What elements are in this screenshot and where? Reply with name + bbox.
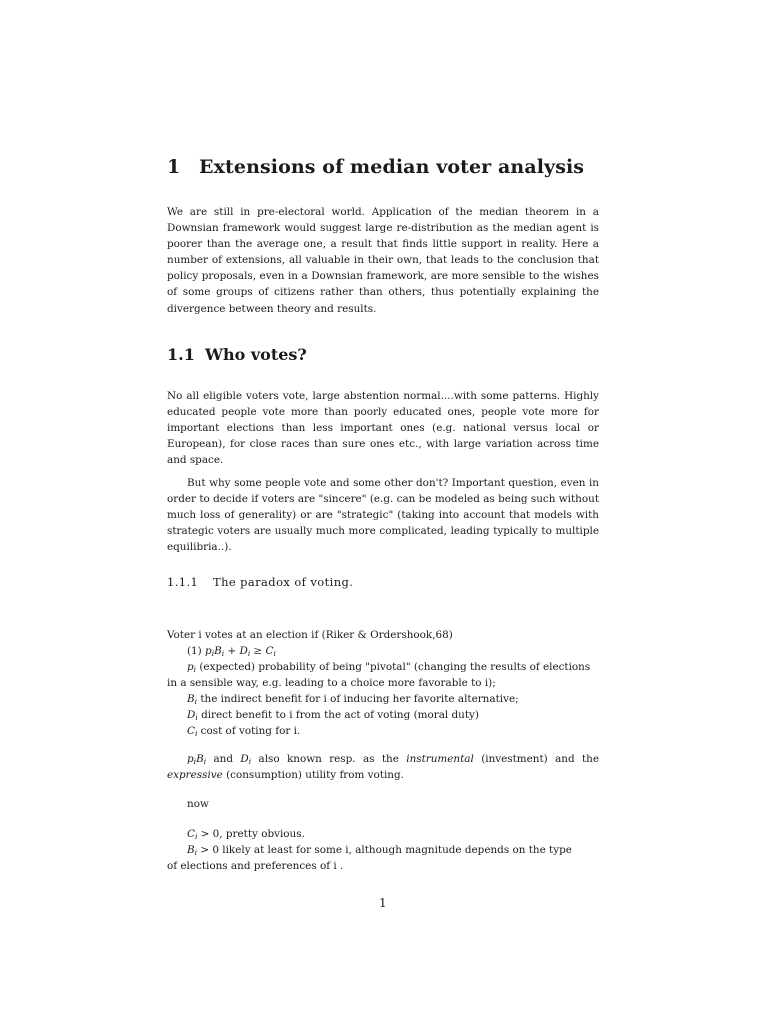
b-positive-text: > 0 likely at least for some i, although magnitude depends on the type [200, 844, 572, 856]
equation-formula: $p_iB_i + D_i \ge C_i$ [205, 645, 276, 658]
c-positive [187, 826, 305, 842]
subsubsection-heading [167, 575, 353, 589]
b-symbol: $B_i$ [187, 693, 198, 706]
utility-types-line-1 [187, 751, 599, 767]
b-definition-text: the indirect benefit for i of inducing her favorite alternative; [200, 693, 519, 705]
p-definition-continued: in a sensible way, e.g. leading to a choice more favorable to i); [167, 677, 496, 689]
d-symbol-2: $D_i$ [240, 753, 252, 766]
p-definition-text: (expected) probability of being "pivotal" (changing the results of elections [199, 661, 591, 673]
d-definition-text: direct benefit to i from the act of voting (moral duty) [201, 709, 479, 721]
intro-paragraph: We are still in pre-electoral world. Application of the median theorem in a Downsian framework would suggest large re-distribution as the median agent is poorer than the average one, a result that finds little support in reality. Here a number of extensions, all valuable in their own, that leads to the conclusion that policy proposals, even in a Downsian framework, are more sensible to the wishes of some groups of citizens rather than others, thus potentially explaining the divergence between theory and results. [167, 206, 599, 315]
b-positive [187, 842, 572, 858]
p-definition [187, 659, 590, 675]
b-symbol-2: $B_i$ [187, 844, 198, 857]
b-positive-continued: of elections and preferences of i . [167, 860, 344, 872]
now-text: now [187, 798, 209, 810]
section-heading [167, 156, 584, 178]
subsubsection-title: The paradox of voting. [213, 575, 354, 589]
d-symbol: $D_i$ [187, 709, 198, 722]
d-definition [187, 707, 479, 723]
utility-types-line-2 [167, 767, 404, 783]
subsection-heading [167, 345, 307, 364]
pb-symbol: $p_iB_i$ [187, 753, 207, 766]
utility-text-and: and [213, 753, 234, 765]
section-number: 1 [167, 156, 181, 178]
c-definition-text: cost of voting for i. [200, 725, 301, 737]
c-symbol: $C_i$ [187, 725, 198, 738]
who-votes-paragraph-2: But why some people vote and some other don't? Important question, even in order to decide if voters are "sincere" (e.g. can be modeled as being such without much loss of generality) or are "strategic" (taking into account that models with strategic voters are usually much more complicated, leading typically to multiple equilibria..). [167, 477, 599, 554]
instrumental-term: instrumental [406, 753, 474, 765]
voting-condition-intro: Voter i votes at an election if (Riker & Ordershook,68) [167, 629, 453, 641]
c-symbol-2: $C_i$ [187, 828, 198, 841]
section-title: Extensions of median voter analysis [199, 156, 585, 178]
c-positive-text: > 0, pretty obvious. [200, 828, 305, 840]
page-number: 1 [379, 896, 387, 910]
b-definition [187, 691, 519, 707]
equation-label: (1) [187, 645, 202, 657]
subsection-number: 1.1 [167, 345, 195, 364]
c-definition [187, 723, 300, 739]
p-symbol: $p_i$ [187, 661, 197, 674]
subsubsection-number: 1.1.1 [167, 575, 199, 589]
who-votes-paragraph-1: No all eligible voters vote, large abstention normal....with some patterns. Highly educated people vote more than poorly educated ones, people vote more for important elections than less important ones (e.g. national versus local or European), for close races than sure ones etc., with large variation across time and space. [167, 390, 599, 467]
utility-text-known: also known resp. as the [258, 753, 399, 765]
subsection-title: Who votes? [205, 345, 307, 364]
equation-1 [187, 643, 276, 659]
utility-text-investment: (investment) and the [481, 753, 600, 765]
expressive-term: expressive [167, 769, 223, 781]
utility-text-consumption: (consumption) utility from voting. [226, 769, 404, 781]
